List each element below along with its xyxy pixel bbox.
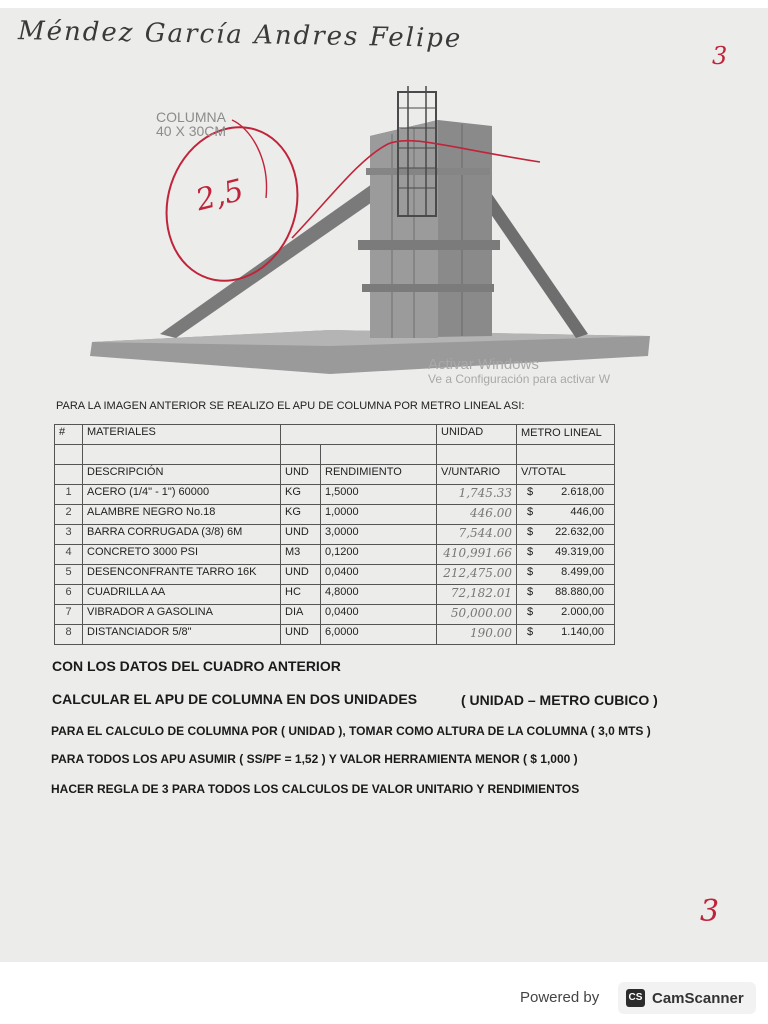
- table-column-headers: [55, 465, 615, 485]
- row-rendimiento: 4,8000: [321, 585, 437, 605]
- row-number: 2: [55, 505, 83, 525]
- unit-header: UNIDAD: [437, 425, 517, 445]
- materials-header: MATERIALES: [83, 425, 281, 445]
- table-row: [55, 545, 615, 565]
- row-v-total: [517, 565, 615, 585]
- row-number: 4: [55, 545, 83, 565]
- camscanner-brand-name: CamScanner: [652, 990, 744, 1007]
- table-row: [55, 625, 615, 645]
- row-v-unitario: 72,182.01: [437, 585, 517, 605]
- row-rendimiento: 6,0000: [321, 625, 437, 645]
- currency-symbol: $: [527, 566, 534, 578]
- col-v-unitario: V/UNTARIO: [437, 465, 517, 485]
- row-v-total: [517, 585, 615, 605]
- row-v-unitario: 190.00: [437, 625, 517, 645]
- apu-table: [54, 424, 615, 645]
- grade-mark: 2,5: [192, 172, 248, 219]
- row-und: M3: [281, 545, 321, 565]
- watermark-line2: Ve a Configuración para activar W: [428, 372, 611, 386]
- instruction-line-4: PARA TODOS LOS APU ASUMIR ( SS/PF = 1,52 ) Y VALOR HERRAMIENTA MENOR ( $ 1,000 ): [51, 752, 578, 766]
- row-rendimiento: 3,0000: [321, 525, 437, 545]
- table-row: [55, 525, 615, 545]
- table-row: [55, 605, 615, 625]
- row-und: KG: [281, 485, 321, 505]
- scanned-page: [0, 8, 768, 962]
- table-row: [55, 565, 615, 585]
- table-row: [55, 485, 615, 505]
- total-amount: 2.000,00: [561, 606, 604, 618]
- row-description: CONCRETO 3000 PSI: [83, 545, 281, 565]
- row-und: UND: [281, 525, 321, 545]
- currency-symbol: $: [527, 626, 534, 638]
- row-rendimiento: 0,0400: [321, 565, 437, 585]
- camscanner-badge[interactable]: [618, 982, 756, 1014]
- row-rendimiento: 0,1200: [321, 545, 437, 565]
- row-number: 6: [55, 585, 83, 605]
- row-v-total: [517, 525, 615, 545]
- row-v-unitario: 410,991.66: [437, 545, 517, 565]
- instruction-line-5: HACER REGLA DE 3 PARA TODOS LOS CALCULOS DE VALOR UNITARIO Y RENDIMIENTOS: [51, 782, 580, 796]
- total-amount: 446,00: [570, 506, 604, 518]
- currency-symbol: $: [527, 486, 534, 498]
- row-v-unitario: 50,000.00: [437, 605, 517, 625]
- col-und: UND: [281, 465, 321, 485]
- total-amount: 22.632,00: [555, 526, 604, 538]
- column-formwork-illustration: [0, 8, 768, 408]
- row-und: DIA: [281, 605, 321, 625]
- linear-meter-header: METRO LINEAL: [517, 425, 615, 445]
- column-label-line2: 40 X 30CM: [156, 123, 227, 139]
- row-v-total: [517, 485, 615, 505]
- col-rendimiento: RENDIMIENTO: [321, 465, 437, 485]
- instruction-line-2: CALCULAR EL APU DE COLUMNA EN DOS UNIDADES: [52, 691, 418, 707]
- camscanner-logo-icon: CS: [626, 989, 645, 1007]
- row-v-unitario: 7,544.00: [437, 525, 517, 545]
- total-amount: 2.618,00: [561, 486, 604, 498]
- row-description: BARRA CORRUGADA (3/8) 6M: [83, 525, 281, 545]
- currency-symbol: $: [527, 506, 534, 518]
- row-description: DISTANCIADOR 5/8": [83, 625, 281, 645]
- row-number: 8: [55, 625, 83, 645]
- page-number-top: 3: [712, 42, 728, 70]
- row-rendimiento: 1,5000: [321, 485, 437, 505]
- instruction-line-3: PARA EL CALCULO DE COLUMNA POR ( UNIDAD ), TOMAR COMO ALTURA DE LA COLUMNA ( 3,0 MTS ): [51, 724, 651, 738]
- row-v-total: [517, 605, 615, 625]
- table-header-row: [55, 425, 615, 445]
- total-amount: 8.499,00: [561, 566, 604, 578]
- row-v-unitario: 212,475.00: [437, 565, 517, 585]
- row-und: UND: [281, 625, 321, 645]
- powered-by-text: Powered by: [520, 989, 600, 1006]
- column-label: [156, 110, 226, 138]
- currency-symbol: $: [527, 546, 534, 558]
- column-label-line1: COLUMNA: [156, 109, 227, 125]
- row-v-total: [517, 625, 615, 645]
- row-number: 1: [55, 485, 83, 505]
- col-v-total: V/TOTAL: [517, 465, 615, 485]
- intro-text: PARA LA IMAGEN ANTERIOR SE REALIZO EL APU DE COLUMNA POR METRO LINEAL ASI:: [56, 400, 525, 412]
- row-v-total: [517, 545, 615, 565]
- currency-symbol: $: [527, 586, 534, 598]
- windows-activation-watermark: [428, 358, 610, 386]
- table-row: [55, 585, 615, 605]
- currency-symbol: $: [527, 606, 534, 618]
- row-description: DESENCONFRANTE TARRO 16K: [83, 565, 281, 585]
- instruction-line-1: CON LOS DATOS DEL CUADRO ANTERIOR: [52, 658, 341, 674]
- total-amount: 1.140,00: [561, 626, 604, 638]
- row-und: KG: [281, 505, 321, 525]
- instruction-line-2-units: ( UNIDAD – METRO CUBICO ): [461, 692, 658, 708]
- watermark-line1: Activar Windows: [428, 356, 539, 373]
- row-description: CUADRILLA AA: [83, 585, 281, 605]
- camscanner-footer: [0, 962, 768, 1024]
- row-number: 3: [55, 525, 83, 545]
- row-number: 5: [55, 565, 83, 585]
- student-name: Méndez García Andres Felipe: [17, 16, 463, 54]
- hash-header: #: [55, 425, 83, 445]
- row-rendimiento: 1,0000: [321, 505, 437, 525]
- row-v-unitario: 1,745.33: [437, 485, 517, 505]
- currency-symbol: $: [527, 526, 534, 538]
- row-v-total: [517, 505, 615, 525]
- page-number-bottom: 3: [700, 894, 720, 929]
- total-amount: 49.319,00: [555, 546, 604, 558]
- row-description: VIBRADOR A GASOLINA: [83, 605, 281, 625]
- row-rendimiento: 0,0400: [321, 605, 437, 625]
- table-spacer-row: [55, 445, 615, 465]
- row-description: ALAMBRE NEGRO No.18: [83, 505, 281, 525]
- row-v-unitario: 446.00: [437, 505, 517, 525]
- col-description: DESCRIPCIÓN: [83, 465, 281, 485]
- table-row: [55, 505, 615, 525]
- row-description: ACERO (1/4" - 1") 60000: [83, 485, 281, 505]
- row-number: 7: [55, 605, 83, 625]
- row-und: HC: [281, 585, 321, 605]
- row-und: UND: [281, 565, 321, 585]
- total-amount: 88.880,00: [555, 586, 604, 598]
